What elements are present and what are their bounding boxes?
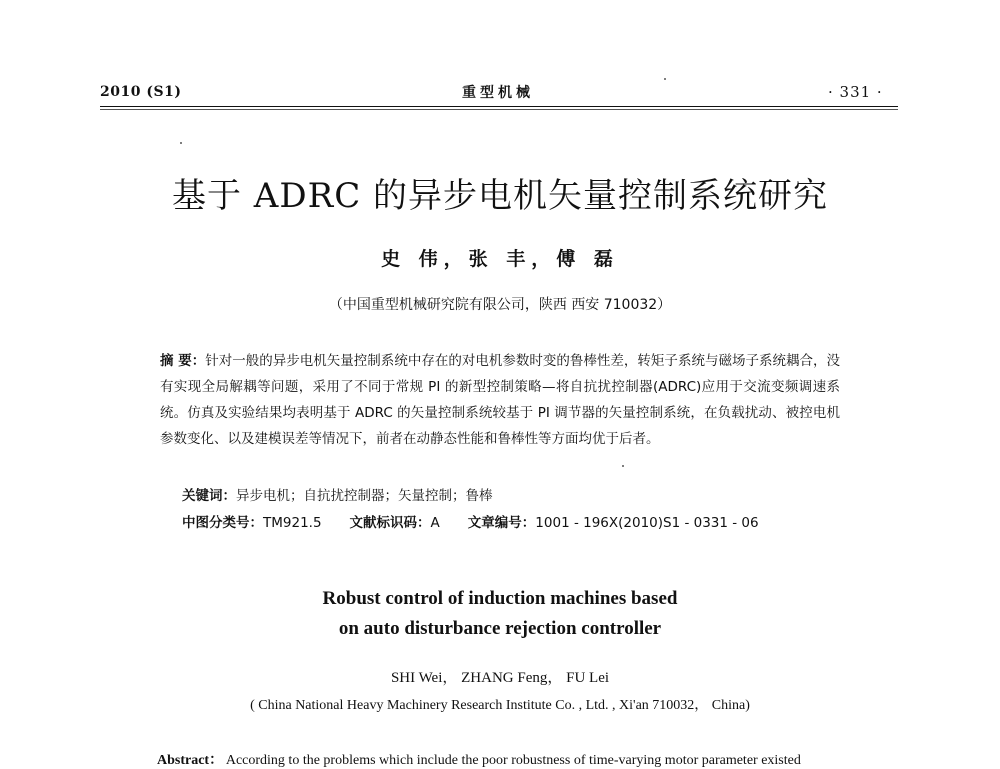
english-authors: SHI Wei， ZHANG Feng， FU Lei — [390, 670, 610, 686]
keywords-text: 异步电机；自抗扰控制器；矢量控制；鲁棒 — [236, 488, 493, 504]
chinese-title: 基于 ADRC 的异步电机矢量控制系统研究 — [171, 176, 829, 216]
clc-value: TM921.5 — [263, 515, 322, 531]
chinese-abstract — [160, 348, 840, 452]
english-abstract-text: According to the problems which include the poor robustness of time-varying motor parameter existed — [225, 753, 801, 768]
abstract-label: 摘 要： — [160, 353, 206, 369]
page-number: · 331 · — [828, 83, 883, 101]
issue-label: 2010 (S1) — [100, 84, 182, 100]
chinese-affiliation: （中国重型机械研究院有限公司，陕西 西安 710032） — [328, 297, 672, 313]
clc-label: 中图分类号： — [182, 515, 263, 531]
abstract-text: 针对一般的异步电机矢量控制系统中存在的对电机参数时变的鲁棒性差，转矩子系统与磁场子系统耦合，没有实现全局解耦等问题，采用了不同于常规 PI 的新型控制策略—将自抗扰控制器(ADRC)应用于交流变频调速系统。仿真及实验结果均表明基于 ADRC 的矢量控制系统较基于 PI 调节器的矢量控制系统，在负载扰动、被控电机参数变化、以及建模误差等情况下，前者在动静态性能和鲁棒性等方面均优于后者。 — [160, 353, 841, 447]
english-affiliation: ( China National Heavy Machinery Research Institute Co. , Ltd. , Xi'an 710032， China) — [250, 698, 750, 713]
header-rule-thin — [100, 109, 898, 110]
doc-code-label: 文献标识码： — [349, 515, 431, 531]
journal-name: 重型机械 — [462, 85, 534, 101]
english-title-line2: on auto disturbance rejection controller — [338, 618, 662, 639]
article-no-label: 文章编号： — [467, 515, 536, 531]
keywords-line — [182, 484, 493, 504]
doc-code-value: A — [430, 515, 440, 531]
keywords-label: 关键词： — [182, 488, 236, 504]
scan-speck — [664, 78, 666, 80]
scan-speck — [622, 465, 624, 467]
chinese-authors: 史 伟，张 丰，傅 磊 — [381, 248, 619, 270]
article-no-value: 1001 - 196X(2010)S1 - 0331 - 06 — [535, 515, 759, 531]
running-header — [0, 0, 1000, 115]
scan-speck — [180, 142, 182, 144]
header-rule — [100, 106, 898, 107]
english-abstract-label: Abstract： — [157, 753, 224, 768]
english-title-line1: Robust control of induction machines based — [322, 588, 678, 609]
classification-line — [182, 511, 759, 531]
english-abstract-start — [157, 749, 801, 769]
